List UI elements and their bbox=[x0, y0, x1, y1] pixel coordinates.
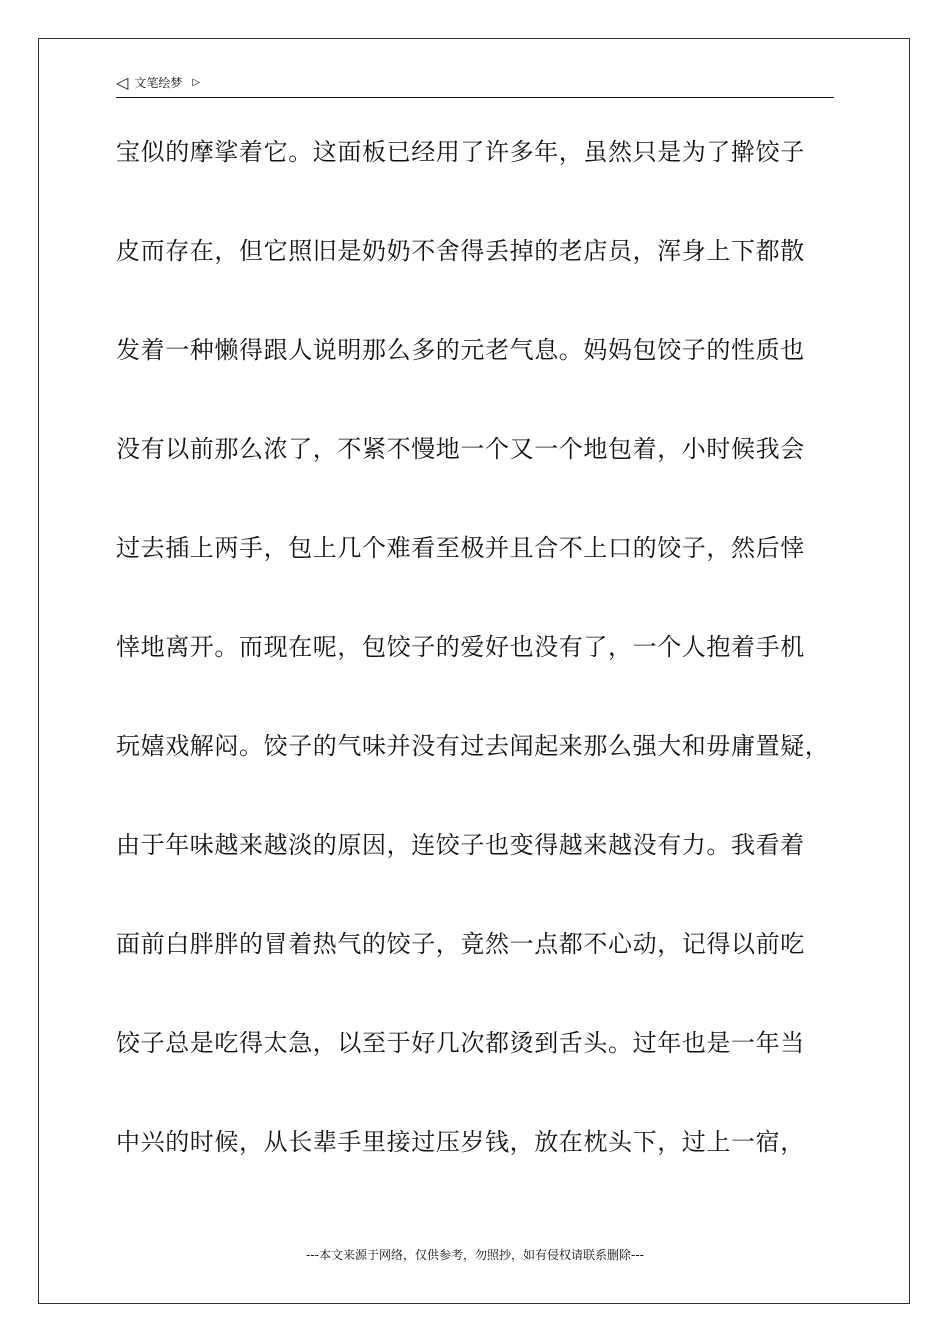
triangle-left-icon: ◁ bbox=[116, 72, 129, 92]
body-line: 中兴的时候，从长辈手里接过压岁钱，放在枕头下，过上一宿， bbox=[116, 1128, 805, 1156]
body-line: 玩嬉戏解闷。饺子的气味并没有过去闻起来那么强大和毋庸置疑， bbox=[116, 732, 830, 760]
body-line: 面前白胖胖的冒着热气的饺子，竟然一点都不心动，记得以前吃 bbox=[116, 930, 805, 958]
body-line: 悻地离开。而现在呢，包饺子的爱好也没有了，一个人抱着手机 bbox=[116, 633, 805, 661]
triangle-right-icon: ▷ bbox=[192, 76, 201, 88]
body-line: 过去插上两手，包上几个难看至极并且合不上口的饺子，然后悻 bbox=[116, 534, 805, 562]
body-line: 宝似的摩挲着它。这面板已经用了许多年，虽然只是为了擀饺子 bbox=[116, 138, 805, 166]
body-line: 没有以前那么浓了，不紧不慢地一个又一个地包着，小时候我会 bbox=[116, 435, 805, 463]
body-line: 饺子总是吃得太急，以至于好几次都烫到舌头。过年也是一年当 bbox=[116, 1029, 805, 1057]
document-body bbox=[116, 127, 856, 1216]
page-footer: ---本文来源于网络，仅供参考，勿照抄，如有侵权请联系删除--- bbox=[306, 1248, 644, 1262]
body-line: 皮而存在，但它照旧是奶奶不舍得丢掉的老店员，浑身上下都散 bbox=[116, 237, 805, 265]
body-line: 发着一种懒得跟人说明那么多的元老气息。妈妈包饺子的性质也 bbox=[116, 336, 805, 364]
page-header bbox=[116, 72, 834, 98]
body-line: 由于年味越来越淡的原因，连饺子也变得越来越没有力。我看着 bbox=[116, 831, 805, 859]
header-title: 文笔绘梦 bbox=[134, 76, 183, 90]
